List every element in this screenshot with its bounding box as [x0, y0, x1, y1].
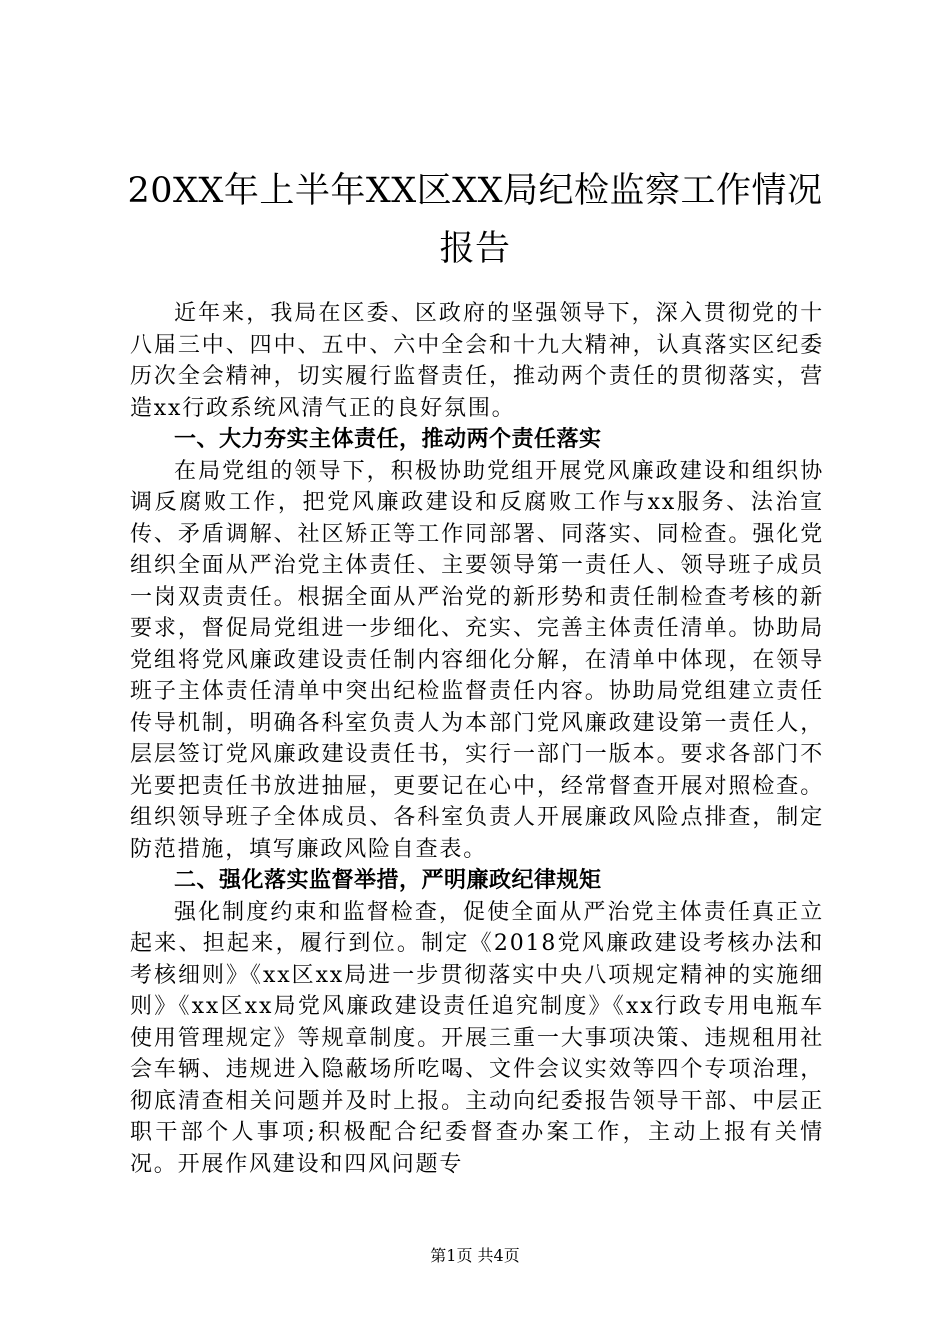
intro-paragraph: 近年来，我局在区委、区政府的坚强领导下，深入贯彻党的十八届三中、四中、五中、六中全会和十九大精神，认真落实区纪委历次全会精神，切实履行监督责任，推动两个责任的贯彻落实，营造xx行政系统风清气正的良好氛围。 [130, 301, 824, 421]
section-heading-2: 二、强化落实监督举措，严明廉政纪律规矩 [174, 868, 602, 893]
section-paragraph-1: 在局党组的领导下，积极协助党组开展党风廉政建设和组织协调反腐败工作，把党风廉政建设和反腐败工作与xx服务、法治宣传、矛盾调解、社区矫正等工作同部署、同落实、同检查。强化党组织全面从严治党主体责任、主要领导第一责任人、领导班子成员一岗双责责任。根据全面从严治党的新形势和责任制检查考核的新要求，督促局党组进一步细化、充实、完善主体责任清单。协助局党组将党风廉政建设责任制内容细化分解，在清单中体现，在领导班子主体责任清单中突出纪检监督责任内容。协助局党组建立责任传导机制，明确各科室负责人为本部门党风廉政建设第一责任人，层层签订党风廉政建设责任书，实行一部门一版本。要求各部门不光要把责任书放进抽屉，更要记在心中，经常督查开展对照检查。组织领导班子全体成员、各科室负责人开展廉政风险点排查，制定防范措施，填写廉政风险自查表。 [130, 458, 824, 862]
document-body [130, 298, 824, 1180]
section-heading-1: 一、大力夯实主体责任，推动两个责任落实 [174, 427, 602, 452]
page-number-footer: 第1页 共4页 [430, 1246, 520, 1265]
section-paragraph-2: 强化制度约束和监督检查，促使全面从严治党主体责任真正立起来、担起来，履行到位。制定《2018党风廉政建设考核办法和考核细则》《xx区xx局进一步贯彻落实中央八项规定精神的实施细则》《xx区xx局党风廉政建设责任追究制度》《xx行政专用电瓶车使用管理规定》等规章制度。开展三重一大事项决策、违规租用社会车辆、违规进入隐蔽场所吃喝、文件会议实效等四个专项治理，彻底清查相关问题并及时上报。主动向纪委报告领导干部、中层正职干部个人事项;积极配合纪委督查办案工作，主动上报有关情况。开展作风建设和四风问题专 [130, 899, 824, 1177]
document-title: 20XX年上半年XX区XX局纪检监察工作情况报告 [127, 171, 823, 269]
